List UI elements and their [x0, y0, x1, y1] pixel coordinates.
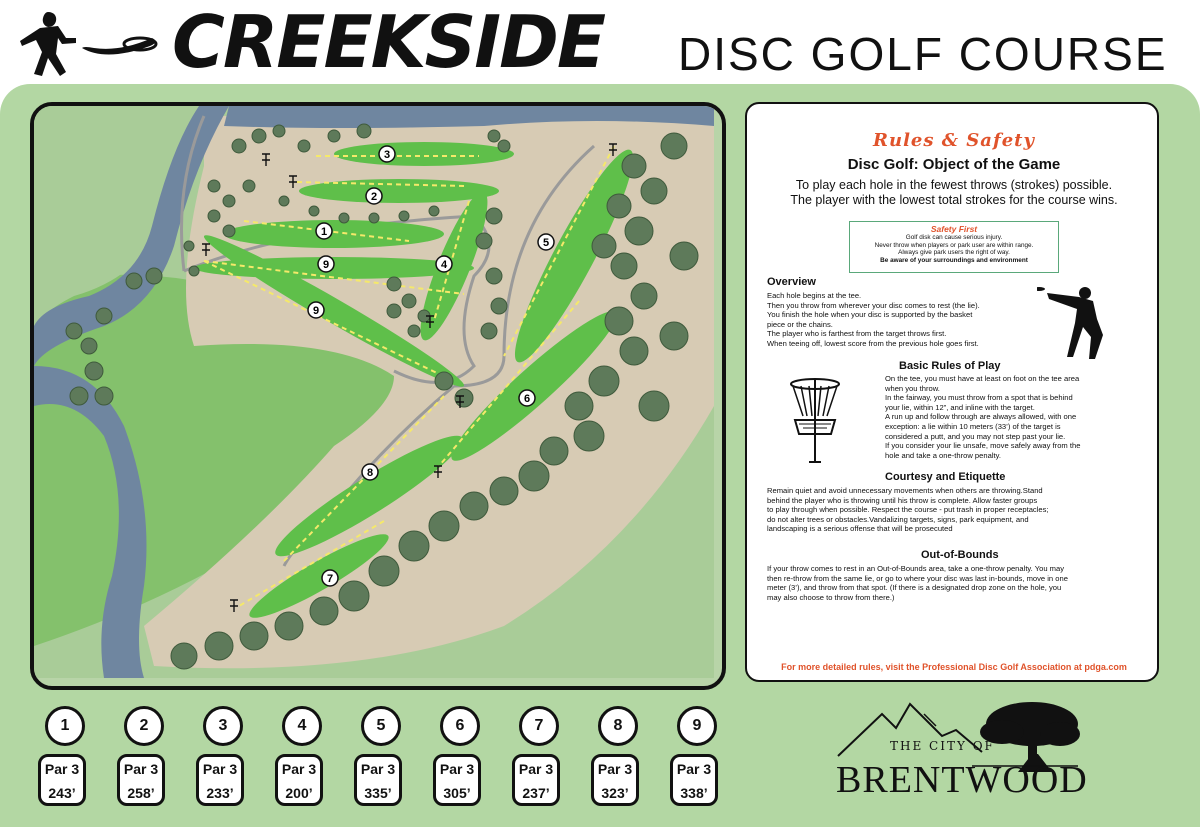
courtesy-body	[767, 486, 1049, 534]
basic-title: Basic Rules of Play	[899, 360, 1001, 372]
overview-line: piece or the chains.	[767, 319, 833, 329]
courtesy-line: landscaping is a serious offense that will be prosecuted	[767, 524, 953, 534]
hole-card-5	[356, 706, 408, 806]
safety-line: Never throw when players or park user are within range.	[874, 241, 1034, 249]
map-label-6: 6	[523, 393, 531, 405]
courtesy-line: do not alter trees or obstacles.Vandalizing targets, signs, park equipment, and	[767, 514, 1029, 524]
hole-info	[117, 754, 165, 806]
map-label-4: 4	[440, 259, 448, 271]
hole-distance: 258’	[127, 785, 155, 801]
overview-line: You finish the hole when your disc is supported by the basket	[767, 310, 973, 320]
hole-number: 7	[519, 706, 559, 746]
basic-line: hole and take a one-throw penalty.	[885, 450, 1001, 460]
hole-par: Par 3	[360, 761, 396, 777]
hole-distance: 323’	[601, 785, 629, 801]
course-title: CREEKSIDE	[172, 0, 605, 84]
rules-footer: For more detailed rules, visit the Professional Disc Golf Association at pdga.com	[781, 662, 1127, 672]
intro-line: The player with the lowest total strokes for the course wins.	[790, 193, 1118, 207]
safety-line: Be aware of your surroundings and environment	[880, 256, 1028, 264]
map-label-3: 3	[383, 149, 391, 161]
hole-par: Par 3	[281, 761, 317, 777]
oob-line: then re-throw from the same lie, or go to where your disc was last in-bounds, move in one	[767, 573, 1068, 583]
overview-line: Each hole begins at the tee.	[767, 291, 862, 300]
rules-intro	[767, 178, 1141, 208]
basic-line: your lie, within 12”, and inline with the target.	[885, 402, 1035, 412]
hole-par: Par 3	[123, 761, 159, 777]
overview-title: Overview	[767, 276, 816, 288]
hole-card-8	[593, 706, 645, 806]
city-prefix: THE CITY OF	[890, 739, 995, 753]
disc-golfer-logo-icon	[10, 8, 160, 80]
overview-body	[767, 291, 980, 349]
hole-info	[275, 754, 323, 806]
basic-line: exception: a lie within 10 meters (33’) of the target is	[885, 421, 1061, 431]
basket-icon	[787, 376, 843, 466]
hole-par: Par 3	[439, 761, 475, 777]
hole-info	[354, 754, 402, 806]
hole-distance: 237’	[522, 785, 550, 801]
safety-line: Golf disk can cause serious injury.	[905, 234, 1003, 241]
header	[0, 0, 1200, 84]
oob-line: may also choose to throw from there.)	[767, 592, 895, 602]
map-label-9b: 9	[312, 305, 320, 317]
courtesy-line: to play through when possible. Respect the course - put trash in proper receptacles;	[767, 505, 1049, 515]
basic-body	[885, 374, 1080, 460]
safety-line: Always give park users the right of way.	[898, 249, 1010, 257]
hole-number: 2	[124, 706, 164, 746]
basic-line: In the fairway, you must throw from a spot that is behind	[885, 393, 1073, 403]
safety-box	[849, 221, 1059, 273]
hole-number: 4	[282, 706, 322, 746]
hole-card-9	[672, 706, 724, 806]
overview-line: Then you throw from wherever your disc comes to rest (the lie).	[767, 300, 980, 310]
hole-number: 1	[45, 706, 85, 746]
hole-number: 5	[361, 706, 401, 746]
basic-line: considered a putt, and you may not step past your lie.	[885, 431, 1066, 441]
hole-card-4	[277, 706, 329, 806]
hole-number: 3	[203, 706, 243, 746]
course-map-drawing	[34, 106, 714, 678]
hole-par: Par 3	[44, 761, 80, 777]
hole-info	[433, 754, 481, 806]
map-label-2: 2	[370, 191, 378, 203]
course-map	[30, 102, 726, 690]
hole-distance: 305’	[443, 785, 471, 801]
hole-par: Par 3	[597, 761, 633, 777]
object-title: Disc Golf: Object of the Game	[847, 156, 1061, 173]
map-label-1: 1	[320, 226, 328, 238]
hole-distance: 338’	[680, 785, 708, 801]
rules-panel	[745, 102, 1159, 682]
oob-line: If your throw comes to rest in an Out-of-Bounds area, take a one-throw penalty. You may	[767, 564, 1065, 573]
hole-info	[38, 754, 86, 806]
hole-info	[591, 754, 639, 806]
hole-par: Par 3	[676, 761, 712, 777]
map-label-5: 5	[542, 237, 550, 249]
hole-info	[196, 754, 244, 806]
rules-heading: Rules & Safety	[873, 130, 1035, 151]
courtesy-title: Courtesy and Etiquette	[885, 471, 1006, 483]
hole-number: 8	[598, 706, 638, 746]
hole-info	[512, 754, 560, 806]
hole-par: Par 3	[518, 761, 554, 777]
map-label-9a: 9	[322, 259, 330, 271]
basic-line: On the tee, you must have at least on foot on the tee area	[885, 374, 1080, 383]
hole-par: Par 3	[202, 761, 238, 777]
oob-line: meter (3’), and throw from that spot. (If there is a designated drop zone on the hole, you	[767, 583, 1062, 593]
hole-distance: 335’	[364, 785, 392, 801]
hole-distance: 200’	[285, 785, 313, 801]
overview-line: When teeing off, lowest score from the previous hole goes first.	[767, 338, 979, 348]
course-subtitle: DISC GOLF COURSE	[678, 28, 1168, 80]
hole-card-6	[435, 706, 487, 806]
basic-line: If you consider your lie unsafe, move safely away from the	[885, 441, 1081, 451]
disc-thrower-icon	[1037, 279, 1117, 359]
hole-distance: 243’	[48, 785, 76, 801]
city-name: BRENTWOOD	[836, 759, 1088, 801]
basic-line: A run up and follow through are always allowed, with one	[885, 412, 1077, 422]
safety-title: Safety First	[930, 224, 978, 234]
hole-info	[670, 754, 718, 806]
overview-line: The player who is farthest from the target throws first.	[767, 329, 947, 339]
hole-distance: 233’	[206, 785, 234, 801]
hole-card-7	[514, 706, 566, 806]
map-label-8: 8	[366, 467, 374, 479]
hole-number: 9	[677, 706, 717, 746]
hole-card-1	[40, 706, 92, 806]
hole-number: 6	[440, 706, 480, 746]
courtesy-line: behind the player who is throwing until his throw is complete. Allow faster groups	[767, 495, 1038, 505]
hole-card-3	[198, 706, 250, 806]
oob-body	[767, 564, 1068, 602]
hole-card-2	[119, 706, 171, 806]
oob-title: Out-of-Bounds	[921, 549, 999, 561]
basic-line: when you throw.	[885, 383, 940, 393]
courtesy-line: Remain quiet and avoid unnecessary movements when others are throwing.Stand	[767, 486, 1043, 495]
intro-line: To play each hole in the fewest throws (strokes) possible.	[795, 178, 1113, 192]
map-label-7: 7	[326, 573, 334, 585]
